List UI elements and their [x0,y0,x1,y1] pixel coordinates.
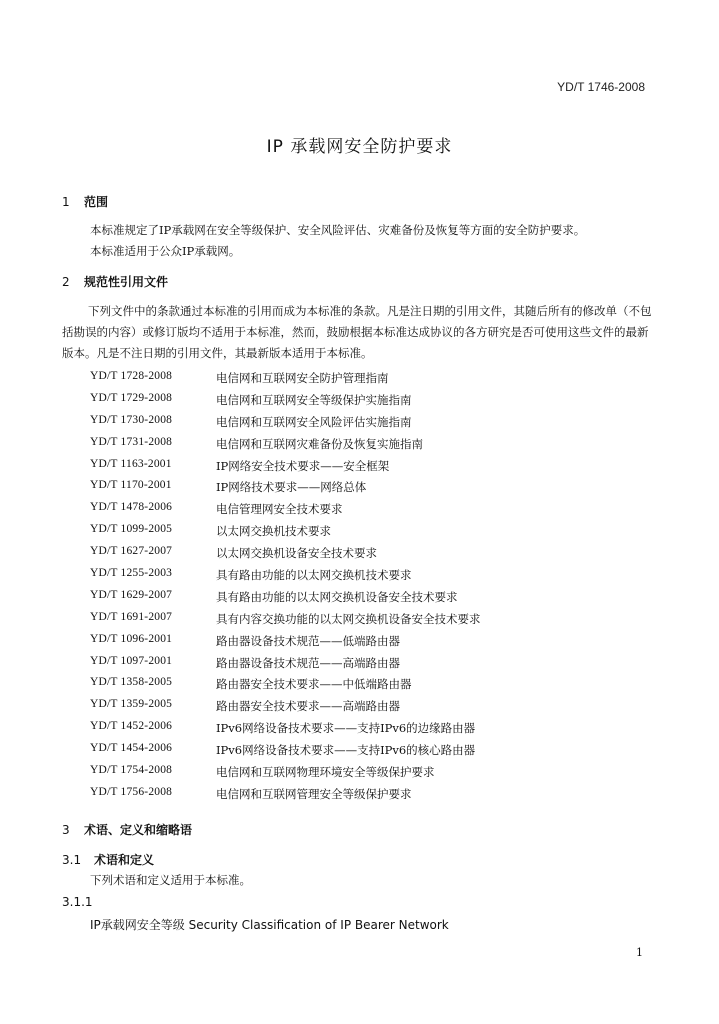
reference-title: 电信网和互联网安全防护管理指南 [216,371,389,385]
standard-code: YD/T 1746-2008 [557,80,645,94]
reference-row [90,370,650,392]
reference-code: YD/T 1359-2005 [90,698,173,711]
reference-title: 电信网和互联网安全等级保护实施指南 [216,392,412,407]
reference-code: YD/T 1099-2005 [90,523,173,536]
reference-code: YD/T 1097-2001 [90,654,173,667]
reference-row [90,501,650,523]
reference-title: 具有路由功能的以太网交换机设备安全技术要求 [216,589,458,604]
reference-title: IP网络安全技术要求——安全框架 [216,458,390,473]
reference-row [90,764,650,786]
reference-title: 具有内容交换功能的以太网交换机设备安全技术要求 [216,611,481,626]
reference-row [90,414,650,436]
page-number: 1 [636,946,643,959]
section-title: 范围 [84,195,109,209]
section-title: 规范性引用文件 [84,275,169,289]
references-intro: 下列文件中的条款通过本标准的引用而成为本标准的条款。凡是注日期的引用文件，其随后所有的修改单（不包括勘误的内容）或修订版均不适用于本标准，然而，鼓励根据本标准达成协议的各方研究是否可使用这些文件的最新版本。凡是不注日期的引用文件，其最新版本适用于本标准。 [62,304,652,360]
reference-code: YD/T 1754-2008 [90,764,173,777]
reference-code: YD/T 1170-2001 [90,479,172,492]
reference-title: 电信网和互联网管理安全等级保护要求 [216,786,412,801]
section-title: 术语、定义和缩略语 [84,823,193,837]
reference-title: 以太网交换机技术要求 [216,524,331,539]
reference-row [90,611,650,633]
term-definition-heading: IP承载网安全等级 Security Classification of IP Bearer Network [90,918,449,932]
reference-code: YD/T 1731-2008 [90,435,173,448]
reference-code: YD/T 1691-2007 [90,610,173,623]
reference-row [90,479,650,501]
reference-row [90,458,650,480]
section-3-heading [62,821,192,838]
reference-title: 具有路由功能的以太网交换机技术要求 [216,568,412,583]
reference-code: YD/T 1730-2008 [90,413,173,426]
reference-code: YD/T 1358-2005 [90,676,173,689]
reference-row [90,655,650,677]
reference-row [90,633,650,655]
section-number: 1 [62,195,70,209]
reference-code: YD/T 1728-2008 [90,370,173,382]
reference-row [90,742,650,764]
section-number: 3 [62,823,70,837]
subsection-number: 3.1.1 [62,895,93,909]
reference-row [90,545,650,567]
reference-title: 路由器安全技术要求——高端路由器 [216,699,400,714]
reference-code: YD/T 1756-2008 [90,785,173,798]
reference-title: 电信网和互联网物理环境安全等级保护要求 [216,765,435,780]
section-1-heading [62,193,108,210]
reference-title: 以太网交换机设备安全技术要求 [216,546,377,561]
subsection-number: 3.1 [62,853,82,867]
section-number: 2 [62,275,70,289]
reference-title: IP网络技术要求——网络总体 [216,480,367,495]
document-title: IP 承载网安全防护要求 [266,137,453,157]
reference-row [90,720,650,742]
reference-list [90,370,650,808]
reference-row [90,567,650,589]
reference-row [90,786,650,808]
reference-row [90,436,650,458]
reference-row [90,589,650,611]
reference-code: YD/T 1096-2001 [90,632,173,645]
terms-intro: 下列术语和定义适用于本标准。 [90,873,251,887]
subsection-3-1-1-heading [62,895,93,909]
reference-row [90,698,650,720]
reference-code: YD/T 1452-2006 [90,720,173,733]
reference-row [90,523,650,545]
section-2-heading [62,273,168,290]
reference-title: 电信网和互联网灾难备份及恢复实施指南 [216,436,423,451]
subsection-title: 术语和定义 [94,853,155,867]
reference-title: IPv6网络设备技术要求——支持IPv6的核心路由器 [216,743,476,758]
reference-title: 电信管理网安全技术要求 [216,502,343,517]
reference-code: YD/T 1478-2006 [90,501,173,514]
subsection-3-1-heading [62,851,154,868]
reference-code: YD/T 1163-2001 [90,457,172,470]
reference-row [90,392,650,414]
reference-code: YD/T 1629-2007 [90,588,173,601]
reference-code: YD/T 1454-2006 [90,742,173,755]
reference-code: YD/T 1729-2008 [90,391,173,404]
scope-paragraph-2: 本标准适用于公众IP承载网。 [90,244,241,258]
reference-code: YD/T 1255-2003 [90,567,173,580]
reference-title: 路由器设备技术规范——低端路由器 [216,633,400,648]
reference-title: IPv6网络设备技术要求——支持IPv6的边缘路由器 [216,721,476,736]
reference-title: 路由器设备技术规范——高端路由器 [216,655,400,670]
reference-row [90,676,650,698]
reference-title: 电信网和互联网安全风险评估实施指南 [216,414,412,429]
reference-code: YD/T 1627-2007 [90,545,173,558]
scope-paragraph-1: 本标准规定了IP承载网在安全等级保护、安全风险评估、灾难备份及恢复等方面的安全防护要求。 [90,223,586,237]
reference-title: 路由器安全技术要求——中低端路由器 [216,677,412,692]
